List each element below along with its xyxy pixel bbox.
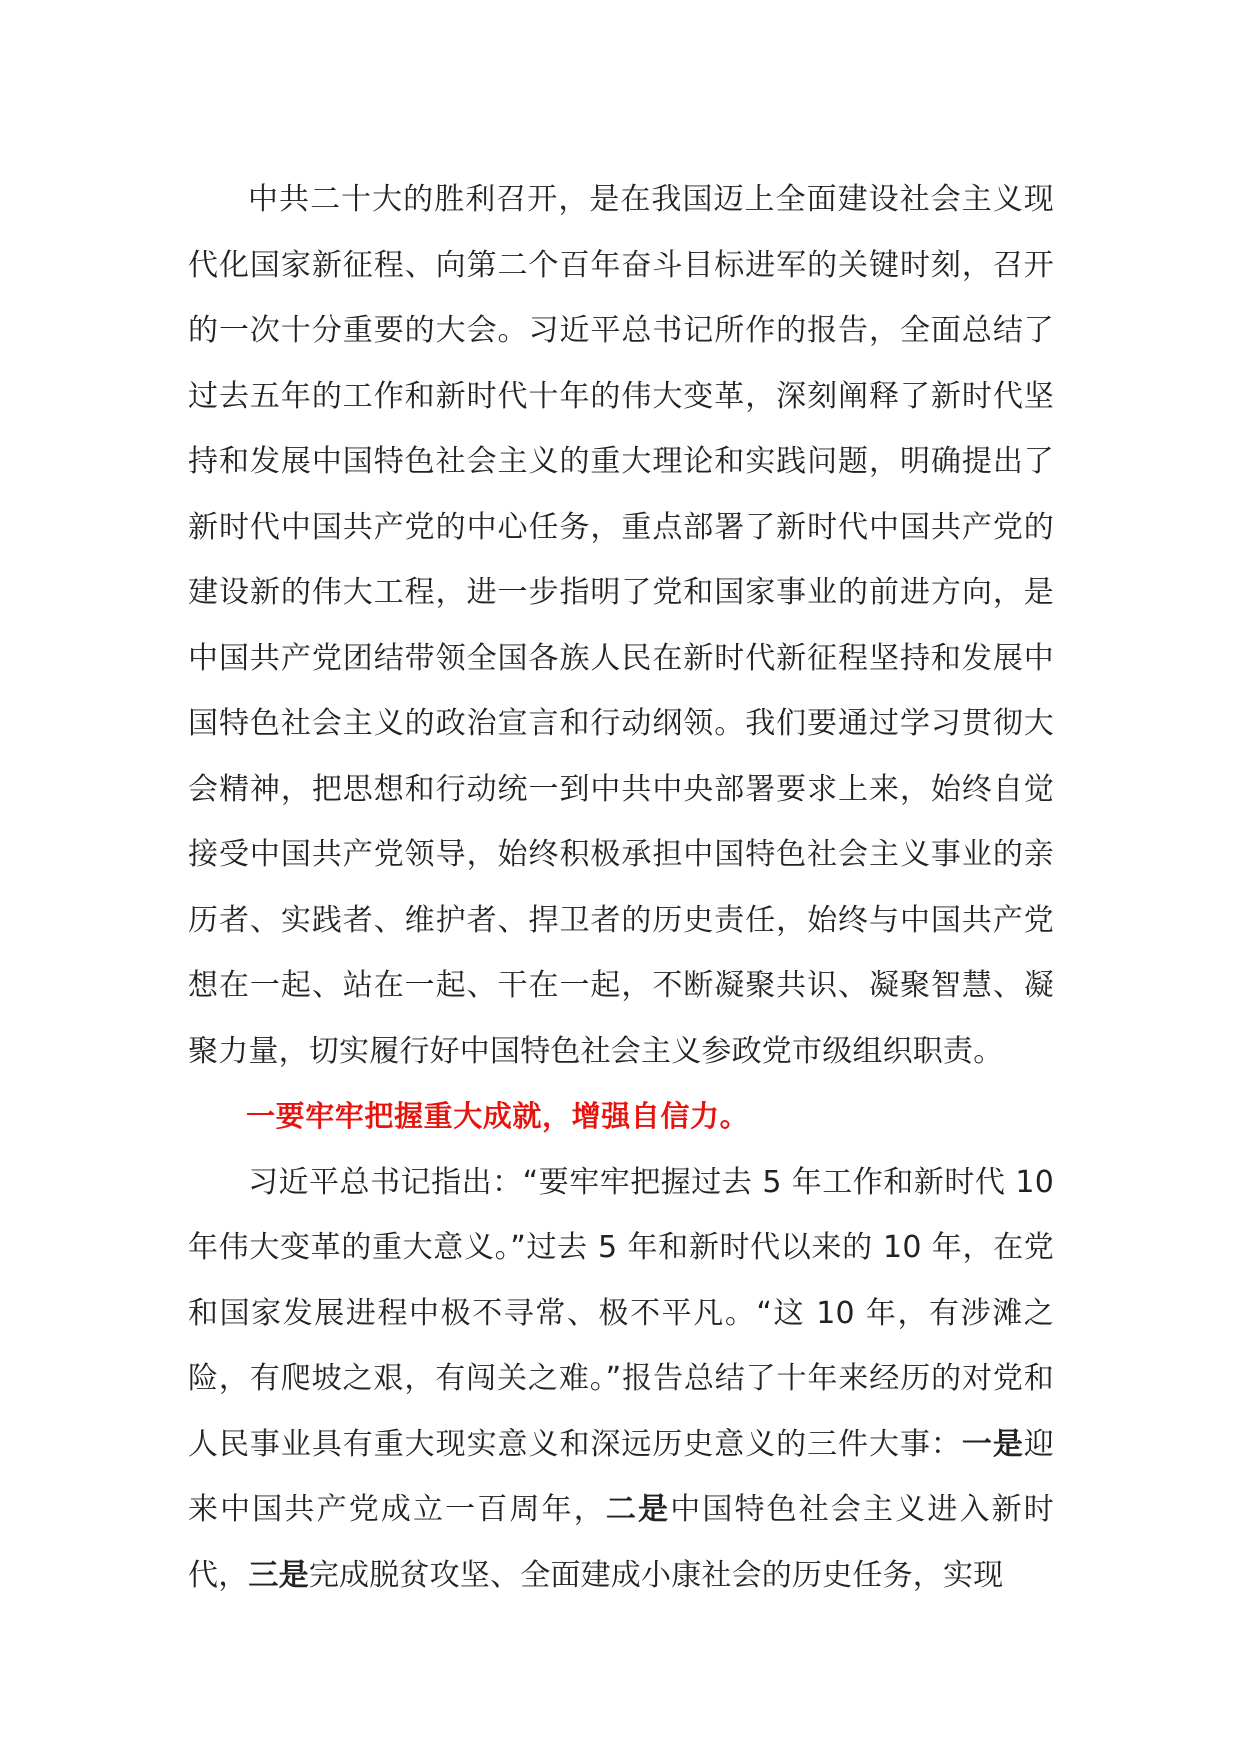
paragraph-text-segment: 中国特色社会主义进入新时代， (188, 1492, 1054, 1593)
section-heading-one: 一要牢牢把握重大成就，增强自信力。 (246, 1099, 750, 1133)
bold-marker-one: 一是 (961, 1426, 1024, 1462)
bold-marker-three: 三是 (248, 1557, 309, 1593)
intro-paragraph: 中共二十大的胜利召开，是在我国迈上全面建设社会主义现代化国家新征程、向第二个百年奋斗目标进军的关键时刻，召开的一次十分重要的大会。习近平总书记所作的报告，全面总结了过去五年的工作和新时代十年的伟大变革，深刻阐释了新时代坚持和发展中国特色社会主义的重大理论和实践问题，明确提出了新时代中国共产党的中心任务，重点部署了新时代中国共产党的建设新的伟大工程，进一步指明了党和国家事业的前进方向，是中国共产党团结带领全国各族人民在新时代新征程坚持和发展中国特色社会主义的政治宣言和行动纲领。我们要通过学习贯彻大会精神，把思想和行动统一到中共中央部署要求上来，始终自觉接受中国共产党领导，始终积极承担中国特色社会主义事业的亲历者、实践者、维护者、捍卫者的历史责任，始终与中国共产党想在一起、站在一起、干在一起，不断凝聚共识、凝聚智慧、凝聚力量，切实履行好中国特色社会主义参政党市级组织职责。 (188, 182, 1054, 1069)
section-one-paragraph (188, 1150, 1054, 1609)
paragraph-text-segment: 迎来中国共产党成立一百周年， (188, 1426, 1055, 1527)
paragraph-text-segment: 完成脱贫攻坚、全面建成小康社会的历史任务，实现 (308, 1557, 1004, 1593)
paragraph-text-segment: 习近平总书记指出：“要牢牢把握过去 5 年工作和新时代 10 年伟大变革的重大意义。”过去 5 年和新时代以来的 10 年，在党和国家发展进程中极不寻常、极不平凡。“这 10 年，有涉滩之险，有爬坡之艰，有闯关之难。”报告总结了十年来经历的对党和人民事业具有重大现实意义和深远历史意义的三件大事： (188, 1164, 1054, 1462)
document-body (188, 167, 1054, 1608)
bold-marker-two: 二是 (605, 1492, 671, 1527)
